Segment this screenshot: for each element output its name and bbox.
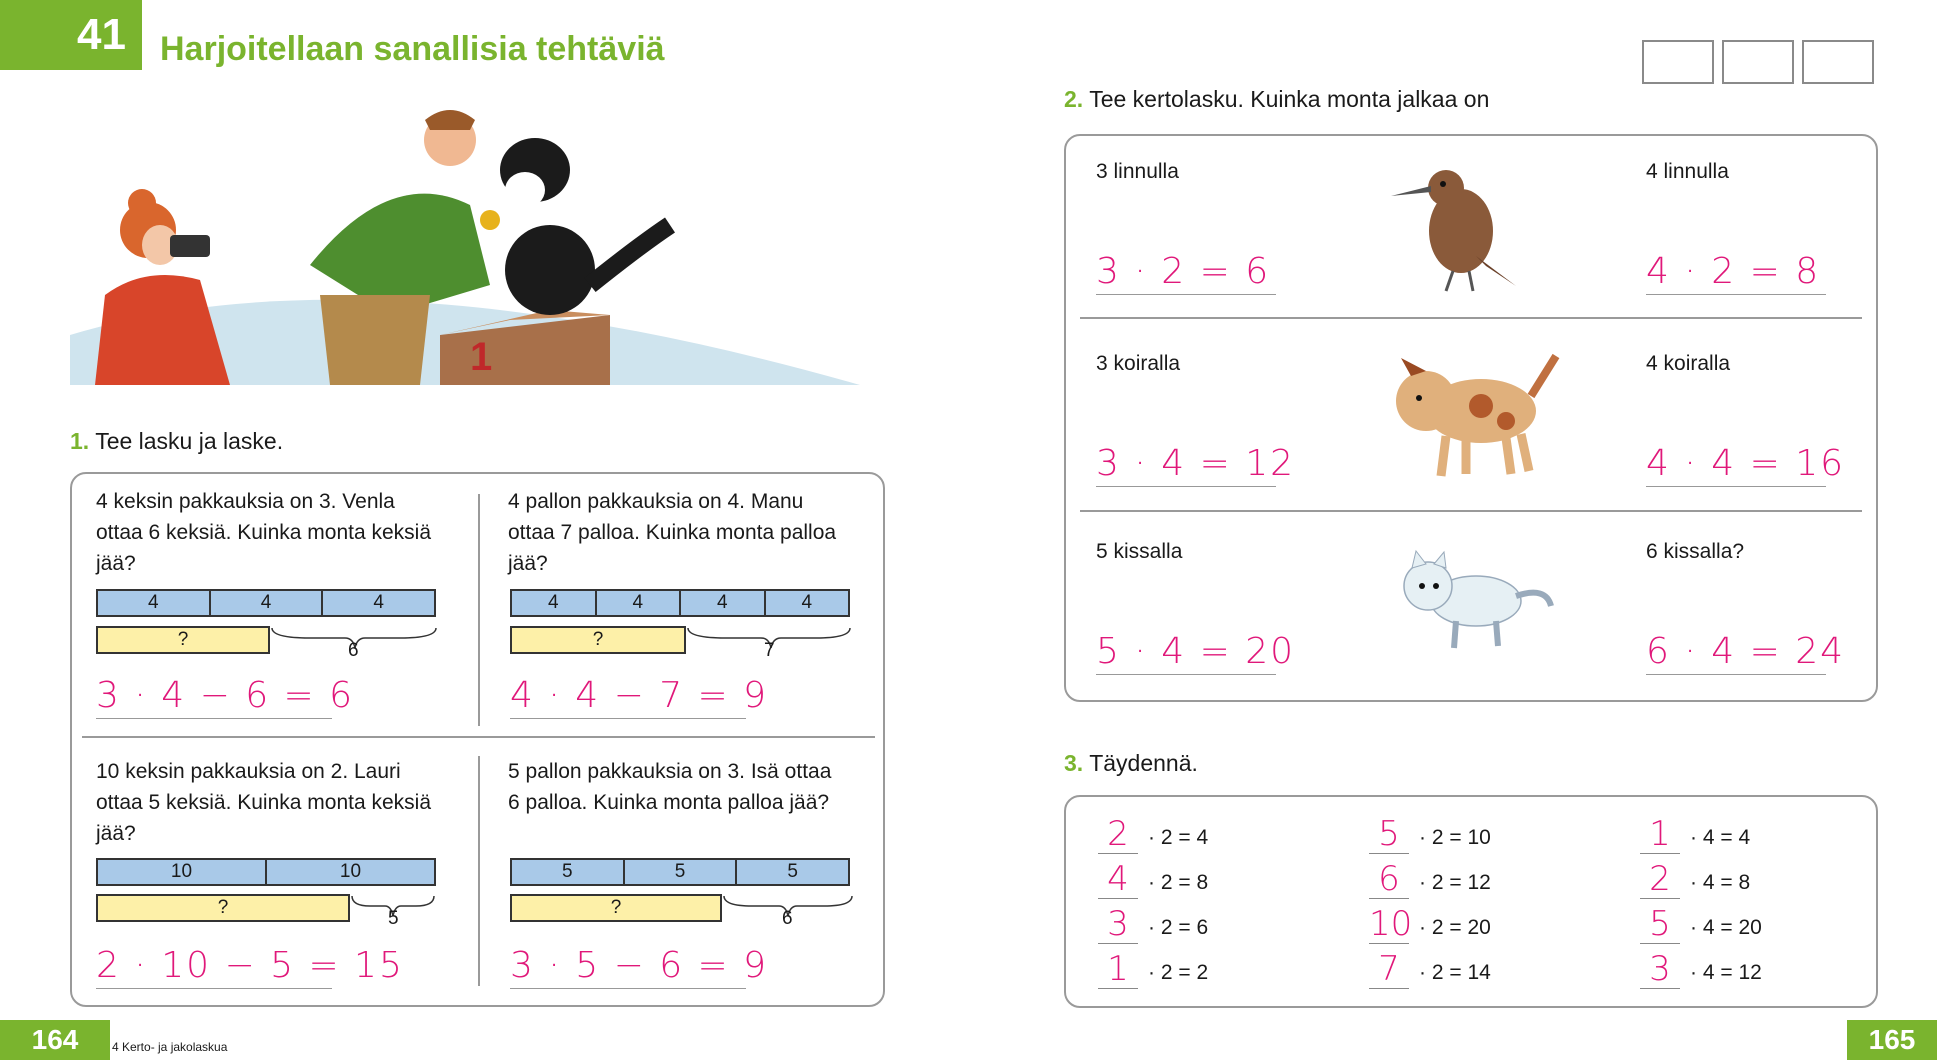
- fill-blank[interactable]: 5: [1369, 815, 1409, 854]
- bar-segment: 4: [681, 591, 766, 615]
- problem-4-taken: 6: [782, 908, 793, 929]
- row-2-right-answer[interactable]: 4 · 4 = 16: [1646, 442, 1826, 487]
- problem-4-bar: [510, 858, 850, 886]
- problem-2-bar: [510, 589, 850, 617]
- row-3-right-label: 6 kissalla?: [1646, 540, 1745, 563]
- bar-segment: 10: [267, 860, 434, 884]
- photographer-figure: [95, 189, 230, 385]
- row-3-left-label: 5 kissalla: [1096, 540, 1183, 563]
- problem-1-taken: 6: [348, 640, 359, 661]
- fill-blank[interactable]: 1: [1640, 815, 1680, 854]
- right-page-number: 165: [1847, 1020, 1937, 1060]
- fill-blank[interactable]: 2: [1640, 860, 1680, 899]
- fill-blank[interactable]: 7: [1369, 950, 1409, 989]
- problem-3-text: 10 keksin pakkauksia on 2. Lauri ottaa 5 keksiä. Kuinka monta keksiä jää?: [96, 760, 432, 845]
- bar-segment: 4: [323, 591, 434, 615]
- task3-number: 3.: [1064, 750, 1084, 776]
- fill-expression: · 4 = 12: [1690, 961, 1762, 984]
- task2-heading: [1064, 86, 1489, 113]
- problem-3-taken: 5: [388, 908, 399, 929]
- task1-instruction: Tee lasku ja laske.: [95, 428, 284, 454]
- fill-expression: · 2 = 4: [1148, 826, 1209, 849]
- score-box-3[interactable]: [1802, 40, 1874, 84]
- task3-instruction: Täydennä.: [1089, 750, 1198, 776]
- task3-heading: [1064, 750, 1198, 777]
- task2-panel: [1064, 134, 1878, 702]
- fill-blank[interactable]: 2: [1098, 815, 1138, 854]
- bird-illustration: [1391, 156, 1531, 296]
- row-2-left-label: 3 koiralla: [1096, 352, 1181, 375]
- fill-blank[interactable]: 6: [1369, 860, 1409, 899]
- row-3-right-answer[interactable]: 6 · 4 = 24: [1646, 630, 1826, 675]
- fill-expression: · 2 = 10: [1419, 826, 1491, 849]
- fill-row: [1640, 815, 1750, 854]
- task2-instruction: Tee kertolasku. Kuinka monta jalkaa on: [1089, 86, 1490, 112]
- bar-segment: 4: [98, 591, 211, 615]
- bar-segment: 4: [766, 591, 849, 615]
- fill-blank[interactable]: 3: [1640, 950, 1680, 989]
- chapter-number: 41: [0, 0, 142, 70]
- bar-segment: 10: [98, 860, 267, 884]
- bar-segment: 4: [211, 591, 324, 615]
- score-box-1[interactable]: [1642, 40, 1714, 84]
- fill-row: [1640, 860, 1750, 899]
- fill-expression: · 4 = 20: [1690, 916, 1762, 939]
- fill-blank[interactable]: 5: [1640, 905, 1680, 944]
- problem-4-answer[interactable]: 3 · 5 − 6 = 9: [510, 944, 746, 989]
- task1-heading: [70, 428, 283, 455]
- chapter-title: Harjoitellaan sanallisia tehtäviä: [160, 30, 665, 68]
- problem-1-unknown: ?: [96, 626, 270, 654]
- problem-4-unknown: ?: [510, 894, 722, 922]
- problem-2-taken: 7: [764, 640, 775, 661]
- problem-4-text: 5 pallon pakkauksia on 3. Isä ottaa 6 palloa. Kuinka monta palloa jää?: [508, 760, 832, 814]
- bar-segment: 5: [737, 860, 848, 884]
- task1-number: 1.: [70, 428, 90, 454]
- row-2-right-label: 4 koiralla: [1646, 352, 1731, 375]
- problem-1-answer[interactable]: 3 · 4 − 6 = 6: [96, 674, 332, 719]
- fill-expression: · 2 = 12: [1419, 871, 1491, 894]
- problem-3-unknown: ?: [96, 894, 350, 922]
- dog-illustration: [1371, 346, 1561, 481]
- fill-blank[interactable]: 1: [1098, 950, 1138, 989]
- fill-row: [1098, 950, 1208, 989]
- fill-row: [1369, 860, 1491, 899]
- problem-3-answer[interactable]: 2 · 10 − 5 = 15: [96, 944, 332, 989]
- fill-row: [1098, 860, 1208, 899]
- row-3-left-answer[interactable]: 5 · 4 = 20: [1096, 630, 1276, 675]
- problem-2-text: 4 pallon pakkauksia on 4. Manu ottaa 7 palloa. Kuinka monta palloa jää?: [508, 490, 837, 575]
- score-box-2[interactable]: [1722, 40, 1794, 84]
- problem-2-answer[interactable]: 4 · 4 − 7 = 9: [510, 674, 746, 719]
- task2-number: 2.: [1064, 86, 1084, 112]
- row-1-right-answer[interactable]: 4 · 2 = 8: [1646, 250, 1826, 295]
- fill-expression: · 2 = 2: [1148, 961, 1209, 984]
- fill-expression: · 2 = 8: [1148, 871, 1209, 894]
- dog-winner: [480, 138, 670, 315]
- fill-row: [1098, 815, 1208, 854]
- left-page-number: 164: [0, 1020, 110, 1060]
- svg-text:1: 1: [470, 335, 493, 379]
- fill-row: [1640, 905, 1762, 944]
- cat-illustration: [1386, 546, 1561, 656]
- fill-expression: · 2 = 14: [1419, 961, 1491, 984]
- podium-illustration: [70, 95, 870, 390]
- bar-segment: 4: [597, 591, 682, 615]
- fill-row: [1369, 950, 1491, 989]
- problem-3-bar: [96, 858, 436, 886]
- fill-expression: · 2 = 20: [1419, 916, 1491, 939]
- row-1-left-label: 3 linnulla: [1096, 160, 1179, 183]
- fill-expression: · 4 = 4: [1690, 826, 1751, 849]
- task3-panel: [1064, 795, 1878, 1008]
- fill-row: [1098, 905, 1208, 944]
- problem-1-text: 4 keksin pakkauksia on 3. Venla ottaa 6 keksiä. Kuinka monta keksiä jää?: [96, 490, 432, 575]
- fill-row: [1369, 905, 1491, 944]
- fill-expression: · 2 = 6: [1148, 916, 1209, 939]
- fill-blank[interactable]: 4: [1098, 860, 1138, 899]
- row-2-left-answer[interactable]: 3 · 4 = 12: [1096, 442, 1276, 487]
- problem-1-bar: [96, 589, 436, 617]
- row-1-right-label: 4 linnulla: [1646, 160, 1729, 183]
- fill-blank[interactable]: 3: [1098, 905, 1138, 944]
- bar-segment: 5: [625, 860, 738, 884]
- problem-2-unknown: ?: [510, 626, 686, 654]
- fill-row: [1369, 815, 1491, 854]
- fill-row: [1640, 950, 1762, 989]
- task1-panel: [70, 472, 885, 1007]
- footer-chapter-title: 4 Kerto- ja jakolaskua: [112, 1040, 228, 1054]
- bar-segment: 5: [512, 860, 625, 884]
- fill-blank[interactable]: 10: [1369, 904, 1413, 944]
- row-1-left-answer[interactable]: 3 · 2 = 6: [1096, 250, 1276, 295]
- fill-expression: · 4 = 8: [1690, 871, 1751, 894]
- bar-segment: 4: [512, 591, 597, 615]
